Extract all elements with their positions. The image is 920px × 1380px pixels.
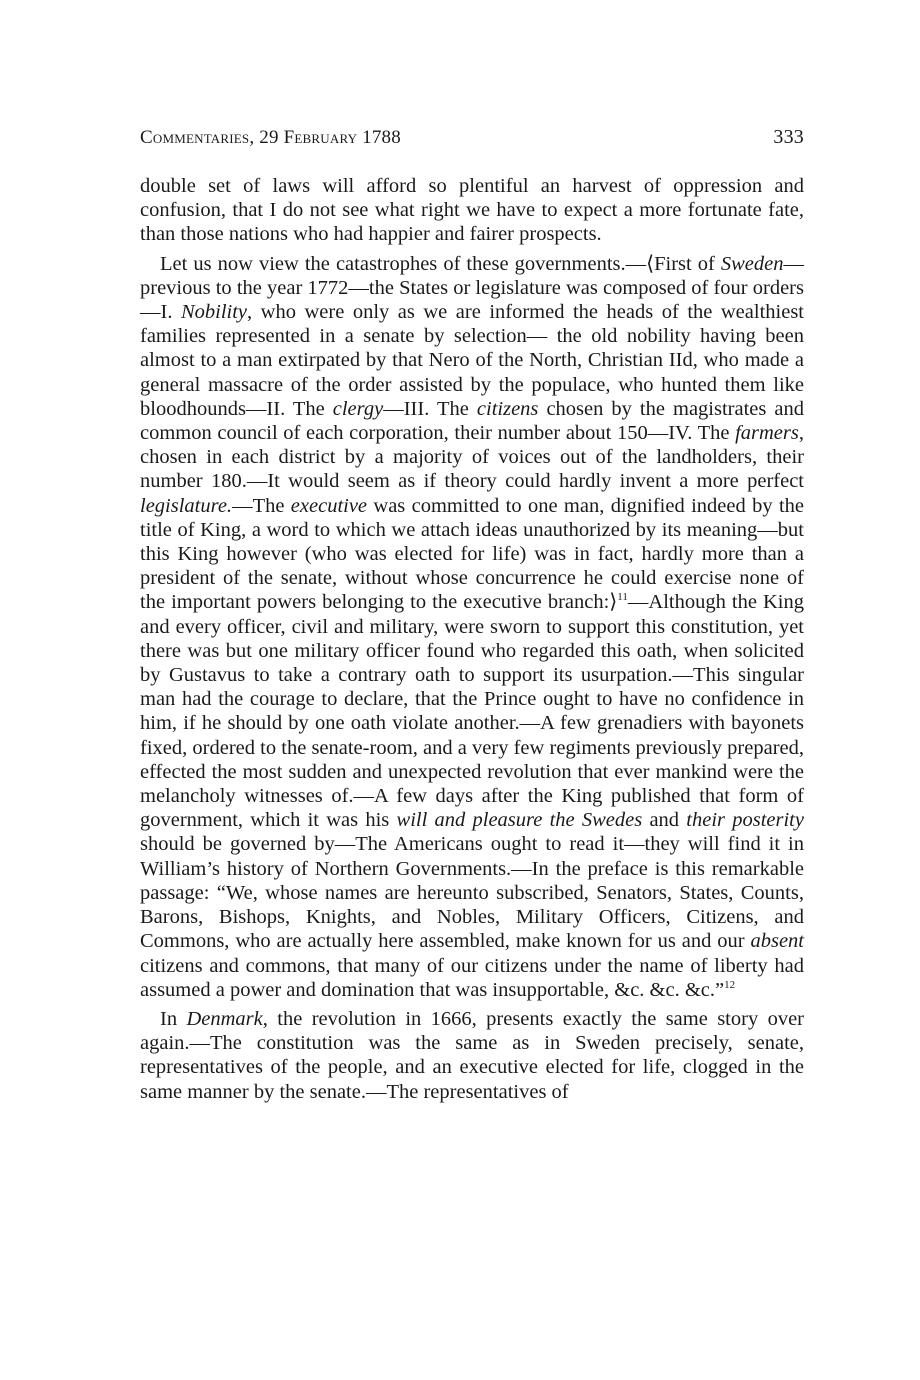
- text-run: —The: [232, 494, 291, 517]
- text-run: —III. The: [383, 397, 477, 420]
- italic-text: clergy: [332, 397, 384, 420]
- text-run: chosen by the magistrates and common council of each corporation, their number about 150—IV. The: [140, 397, 804, 445]
- italic-text: Denmark: [186, 1007, 263, 1030]
- text-run: was committed to one man, dignified indeed by the title of King, a word to which we attach ideas unauthorized by its meaning—but this King however (who was elected for life) was in fact, hardly more than a president of the senate, without whose concurrence he could exercise none of the important powers belonging to the executive branch:⟩: [140, 494, 804, 614]
- italic-text: will and pleasure the Swedes: [396, 809, 643, 832]
- italic-text: farmers: [735, 422, 799, 445]
- italic-text: citizens: [476, 397, 539, 420]
- footnote-ref: 12: [724, 978, 736, 991]
- footnote-ref: 11: [617, 591, 628, 604]
- text-run: , the revolution in 1666, presents exactly the same story over again.—The constitution was the same as in Sweden precisely, senate, representatives of the people, and an executive elected for life, clogged in the same manner by the senate.—The representatives of: [140, 1007, 805, 1103]
- text-run: double set of laws will afford so plentiful an harvest of oppression and confusion, that I do not see what right we have to expect a more fortunate fate, than those nations who had happier and fairer prospects.: [140, 175, 804, 246]
- running-title: Commentaries, 29 February 1788: [140, 127, 401, 148]
- text-run: should be governed by—The Americans ought to read it—they will find it in William’s history of Northern Governments.—In the preface is this remarkable passage: “We, whose names are hereunto subscribed, Senators, States, Counts, Barons, Bishops, Knights, and Nobles, Military Officers, Citizens, and Commons, who are actually here assembled, make known for us and our: [140, 833, 804, 953]
- italic-text: legislature.: [140, 494, 233, 517]
- text-run: , who were only as we are informed the heads of the wealthiest families represented in a senate by selection— the old nobility having been almost to a man extirpated by that Nero of the North, Christian IId, who made a general massacre of the order assisted by the populace, who hunted them like bloodhounds—II. The: [140, 301, 804, 420]
- italic-text: their posterity: [686, 809, 804, 832]
- text-run: Let us now view the catastrophes of these governments.—⟨First of: [160, 252, 721, 275]
- italic-text: absent: [750, 930, 804, 953]
- body-text: [140, 174, 804, 1104]
- text-run: —previous to the year 1772—the States or legislature was composed of four orders—I.: [140, 252, 804, 324]
- italic-text: Sweden: [720, 252, 784, 275]
- running-header: [140, 126, 804, 156]
- text-run: and: [642, 809, 687, 832]
- text-run: citizens and commons, that many of our citizens under the name of liberty had assumed a power and domination that was insupportable, &c. &c. &c.”: [140, 954, 804, 1001]
- italic-text: Nobility: [180, 301, 248, 324]
- page-number: 333: [773, 126, 804, 148]
- italic-text: executive: [290, 494, 368, 517]
- paragraph: [140, 252, 804, 1002]
- text-run: , chosen in each district by a majority of voices out of the landholders, their number 180.—It would seem as if theory could hardly invent a more perfect: [140, 422, 804, 493]
- document-page: [140, 126, 804, 1104]
- paragraph: [140, 174, 804, 247]
- paragraph: [140, 1007, 804, 1104]
- text-run: In: [160, 1007, 187, 1030]
- text-run: —Although the King and every officer, civil and military, were sworn to support this constitution, yet there was but one military officer found who regarded this oath, when solicited by Gustavus to take a contrary oath to support its usurpation.—This singular man had the courage to declare, that the Prince ought to have no confidence in him, if he should by one oath violate another.—A few grenadiers with bayonets fixed, ordered to the senate-room, and a very few regiments previously prepared, effected the most sudden and unexpected revolution that ever mankind were the melancholy witnesses of.—A few days after the King published that form of government, which it was his: [140, 591, 804, 832]
